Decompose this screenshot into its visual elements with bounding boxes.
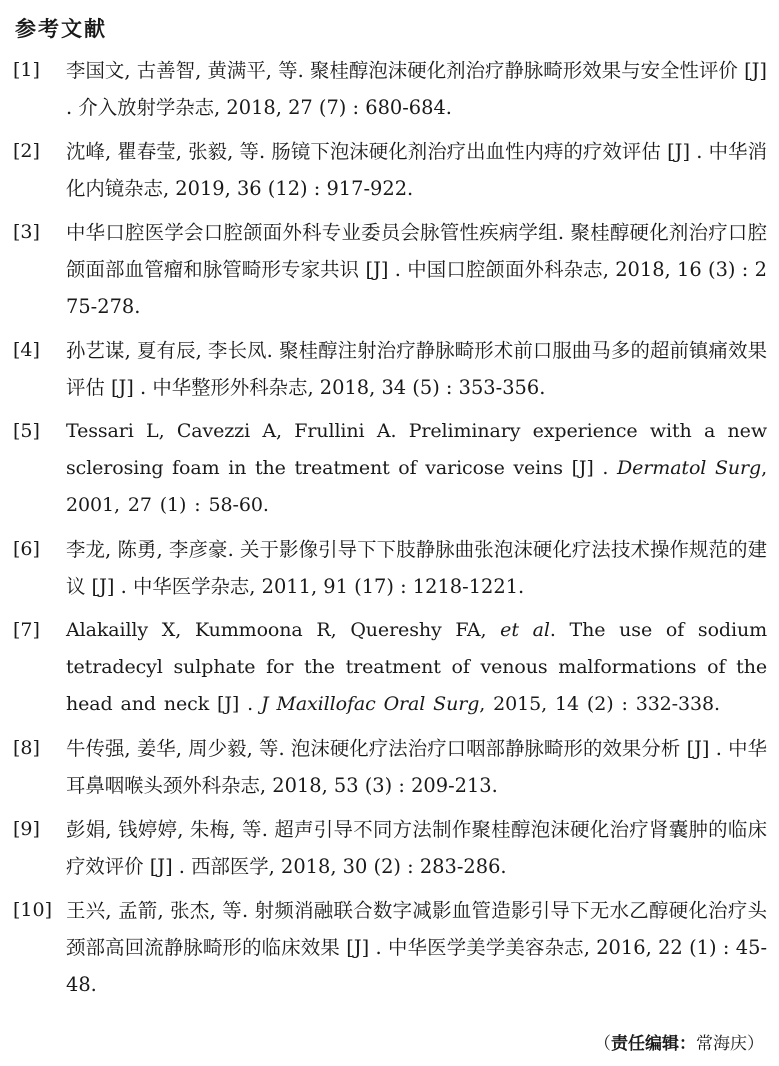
reference-number: [8] bbox=[13, 737, 40, 759]
reference-text: 沈峰, 瞿春莹, 张毅, 等. 肠镜下泡沫硬化剂治疗出血性内痔的疗效评估 [J] . 中华消化内镜杂志, 2019, 36 (12) : 917-922. bbox=[66, 140, 767, 200]
reference-item bbox=[0, 214, 779, 325]
responsible-editor-note bbox=[594, 1032, 764, 1056]
reference-text-part: , 2015, 14 (2) : 332-338. bbox=[479, 693, 720, 715]
reference-number: [6] bbox=[13, 538, 40, 560]
editor-label: 责任编辑： bbox=[611, 1034, 696, 1054]
reference-number: [7] bbox=[13, 619, 40, 641]
reference-number: [5] bbox=[13, 420, 40, 442]
reference-text bbox=[66, 612, 767, 723]
reference-item bbox=[0, 332, 779, 406]
reference-item bbox=[0, 52, 779, 126]
editor-open-paren: （ bbox=[594, 1034, 611, 1054]
reference-text-part: , 2001, 27 (1) : 58-60. bbox=[66, 457, 768, 516]
reference-number: [1] bbox=[13, 59, 40, 81]
editor-close-paren: ） bbox=[747, 1034, 764, 1054]
reference-item bbox=[0, 612, 779, 723]
et-al-italic: et al bbox=[500, 619, 550, 641]
journal-title: Dermatol Surg bbox=[617, 457, 762, 479]
reference-item bbox=[0, 892, 779, 1003]
reference-item bbox=[0, 811, 779, 885]
reference-text: 彭娟, 钱婷婷, 朱梅, 等. 超声引导不同方法制作聚桂醇泡沫硬化治疗肾囊肿的临床疗效评价 [J] . 西部医学, 2018, 30 (2) : 283-286. bbox=[66, 818, 767, 878]
reference-text-part: Alakailly X, Kummoona R, Quereshy FA, bbox=[66, 619, 501, 641]
reference-item bbox=[0, 531, 779, 605]
reference-text: 孙艺谋, 夏有辰, 李长凤. 聚桂醇注射治疗静脉畸形术前口服曲马多的超前镇痛效果评估 [J] . 中华整形外科杂志, 2018, 34 (5) : 353-356. bbox=[66, 339, 767, 399]
reference-text-part: . The use of sodium tetradecyl sulphate for the treatment of venous malformations of the head and neck [J] . bbox=[66, 619, 767, 715]
journal-title: J Maxillofac Oral Surg bbox=[261, 693, 480, 715]
section-heading: 参考文献 bbox=[15, 17, 107, 41]
reference-text: 李国文, 古善智, 黄满平, 等. 聚桂醇泡沫硬化剂治疗静脉畸形效果与安全性评价 [J] . 介入放射学杂志, 2018, 27 (7) : 680-684. bbox=[66, 59, 767, 119]
reference-number: [9] bbox=[13, 818, 40, 840]
reference-text: 王兴, 孟箭, 张杰, 等. 射频消融联合数字减影血管造影引导下无水乙醇硬化治疗头颈部高回流静脉畸形的临床效果 [J] . 中华医学美学美容杂志, 2016, 22 (1) : 45-48. bbox=[66, 899, 767, 996]
reference-number: [3] bbox=[13, 221, 40, 243]
reference-text: 牛传强, 姜华, 周少毅, 等. 泡沫硬化疗法治疗口咽部静脉畸形的效果分析 [J] . 中华耳鼻咽喉头颈外科杂志, 2018, 53 (3) : 209-213. bbox=[66, 737, 767, 797]
editor-name: 常海庆 bbox=[696, 1034, 747, 1054]
reference-text: 李龙, 陈勇, 李彦豪. 关于影像引导下下肢静脉曲张泡沫硬化疗法技术操作规范的建议 [J] . 中华医学杂志, 2011, 91 (17) : 1218-1221. bbox=[66, 538, 767, 598]
reference-text: 中华口腔医学会口腔颌面外科专业委员会脉管性疾病学组. 聚桂醇硬化剂治疗口腔颌面部血管瘤和脉管畸形专家共识 [J] . 中国口腔颌面外科杂志, 2018, 16 (3) : 275-278. bbox=[66, 221, 767, 318]
reference-list bbox=[0, 52, 779, 1010]
reference-text bbox=[66, 413, 767, 524]
reference-item bbox=[0, 133, 779, 207]
reference-item bbox=[0, 730, 779, 804]
reference-number: [10] bbox=[13, 899, 53, 921]
reference-number: [4] bbox=[13, 339, 40, 361]
reference-item bbox=[0, 413, 779, 524]
reference-number: [2] bbox=[13, 140, 40, 162]
reference-text-part: Tessari L, Cavezzi A, Frullini A. Preliminary experience with a new sclerosing foam in the treatment of varicose veins [J] . bbox=[66, 420, 767, 479]
